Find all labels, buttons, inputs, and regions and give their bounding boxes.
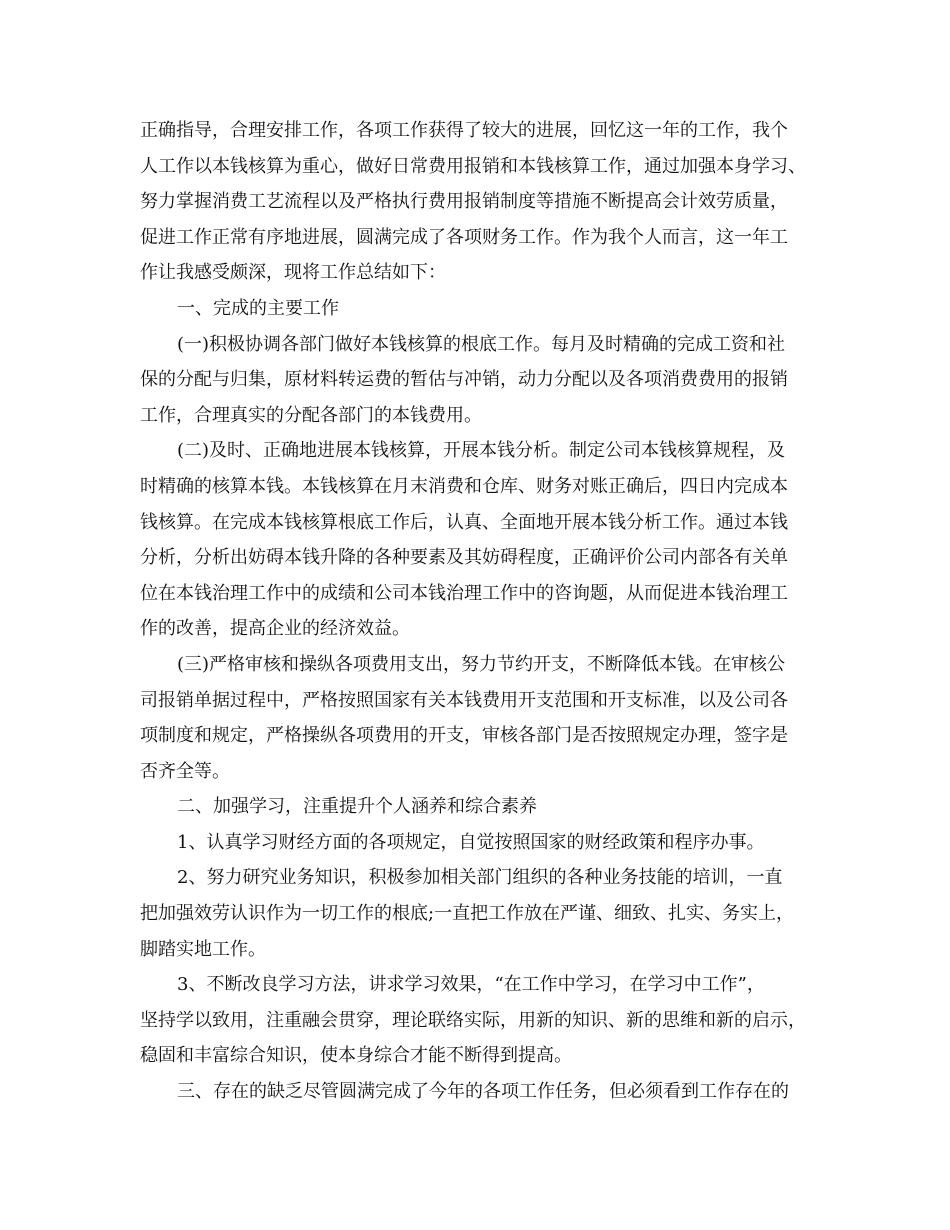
body-line: 位在本钱治理工作中的成绩和公司本钱治理工作中的咨询题，从而促进本钱治理工 bbox=[140, 582, 788, 604]
body-line: 把加强效劳认识作为一切工作的根底;一直把工作放在严谨、细致、扎实、务实上， bbox=[140, 903, 795, 925]
paragraph-start: (二)及时、正确地进展本钱核算，开展本钱分析。制定公司本钱核算规程，及 bbox=[177, 440, 786, 462]
section-heading: 三、存在的缺乏尽管圆满完成了今年的各项工作任务，但必须看到工作存在的 bbox=[177, 1081, 789, 1103]
body-line: 否齐全等。 bbox=[140, 760, 230, 782]
body-line: 促进工作正常有序地进展，圆满完成了各项财务工作。作为我个人而言，这一年工 bbox=[140, 226, 788, 248]
body-line: 保的分配与归集，原材料转运费的暂估与冲销，动力分配以及各项消费费用的报销 bbox=[140, 369, 788, 391]
body-line: 作让我感受颇深，现将工作总结如下： bbox=[140, 262, 446, 284]
body-line: 坚持学以致用，注重融会贯穿，理论联络实际，用新的知识、新的思维和新的启示， bbox=[140, 1009, 806, 1031]
paragraph-start: 2、努力研究业务知识，积极参加相关部门组织的各种业务技能的培训，一直 bbox=[177, 867, 783, 889]
body-line: 作的改善，提高企业的经济效益。 bbox=[140, 618, 410, 640]
body-line: 项制度和规定，严格操纵各项费用的开支，审核各部门是否按照规定办理，签字是 bbox=[140, 725, 788, 747]
section-heading: 二、加强学习，注重提升个人涵养和综合素养 bbox=[177, 796, 537, 818]
section-heading: 一、完成的主要工作 bbox=[177, 297, 339, 319]
body-line: 时精确的核算本钱。本钱核算在月末消费和仓库、财务对账正确后，四日内完成本 bbox=[140, 475, 788, 497]
body-line: 稳固和丰富综合知识，使本身综合才能不断得到提高。 bbox=[140, 1045, 572, 1067]
document-body bbox=[140, 113, 820, 1110]
body-line: 努力掌握消费工艺流程以及严格执行费用报销制度等措施不断提高会计效劳质量， bbox=[140, 191, 788, 213]
body-line: 分析，分析出妨碍本钱升降的各种要素及其妨碍程度，正确评价公司内部各有关单 bbox=[140, 547, 788, 569]
body-line: 正确指导，合理安排工作，各项工作获得了较大的进展，回忆这一年的工作，我个 bbox=[140, 120, 788, 141]
body-line: 钱核算。在完成本钱核算根底工作后，认真、全面地开展本钱分析工作。通过本钱 bbox=[140, 511, 788, 533]
body-line: 人工作以本钱核算为重心，做好日常费用报销和本钱核算工作，通过加强本身学习、 bbox=[140, 155, 806, 177]
paragraph-start: 3、不断改良学习方法，讲求学习效果，“在工作中学习，在学习中工作”， bbox=[177, 974, 765, 996]
body-line: 司报销单据过程中，严格按照国家有关本钱费用开支范围和开支标准，以及公司各 bbox=[140, 689, 788, 711]
body-line: 脚踏实地工作。 bbox=[140, 938, 266, 960]
body-line: 工作，合理真实的分配各部门的本钱费用。 bbox=[140, 404, 482, 426]
paragraph-start: (一)积极协调各部门做好本钱核算的根底工作。每月及时精确的完成工资和社 bbox=[177, 333, 786, 355]
paragraph-start: (三)严格审核和操纵各项费用支出，努力节约开支，不断降低本钱。在审核公 bbox=[177, 653, 786, 675]
paragraph-start: 1、认真学习财经方面的各项规定，自觉按照国家的财经政策和程序办事。 bbox=[177, 831, 765, 853]
